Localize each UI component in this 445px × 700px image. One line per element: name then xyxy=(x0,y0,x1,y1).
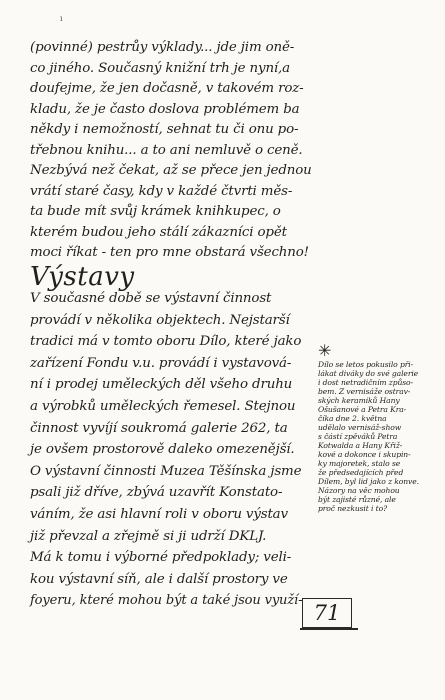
text-line: ní i prodej uměleckých děl všeho druhu xyxy=(30,377,293,393)
side-note-line: být zajisté různé, ale xyxy=(318,495,396,504)
text-line: doufejme, že jen dočasně, v takovém roz- xyxy=(30,81,304,96)
side-note-line: Dílem, byl lid jako z konve. xyxy=(318,477,419,486)
side-note-line: Ošušanové a Petra Kra- xyxy=(318,405,407,414)
text-line: kladu, že je často doslova problémem ba xyxy=(30,101,300,117)
text-line: moci říkat - ten pro mne obstará všechno! xyxy=(30,245,309,260)
text-line: kterém budou jeho stálí zákazníci opět xyxy=(30,224,287,240)
side-note-line: číka dne 2. května xyxy=(318,414,387,423)
text-line: činnost vyvíjí soukromá galerie 262, ta xyxy=(30,420,288,436)
text-line: třebnou knihu... a to ani nemluvě o ceně. xyxy=(30,142,303,158)
text-line: (povinné) pestrůy výklady... jde jim oně- xyxy=(30,40,295,55)
side-note-line: lákat diváky do své galerie xyxy=(318,369,419,378)
text-line: Nezbývá než čekat, až se přece jen jednou xyxy=(30,163,312,178)
side-note-line: Kotwalda a Hany Křiž- xyxy=(318,441,403,450)
text-line: někdy i nemožností, sehnat tu či onu po- xyxy=(30,122,299,137)
text-line: kou výstavní síň, ale i další prostory ve xyxy=(30,571,288,587)
side-note-line: Dílo se letos pokusilo při- xyxy=(318,360,414,369)
asterisk-icon: ✳ xyxy=(318,341,332,360)
text-line: V současné době se výstavní činnost xyxy=(30,291,272,306)
side-note-line: ky majoretek, stalo se xyxy=(318,459,401,468)
side-note-line: kové a dokonce i skupin- xyxy=(318,450,411,459)
text-line: psali již dříve, zbývá uzavřít Konstato- xyxy=(30,485,283,501)
page-corner-mark: ı xyxy=(60,14,63,23)
text-line: vrátí staré časy, kdy v každé čtvrti měs- xyxy=(30,183,293,199)
side-note-line: že předsedajících před xyxy=(318,468,404,477)
text-line: tradici má v tomto oboru Dílo, které jako xyxy=(30,334,302,350)
text-line: váním, že asi hlavní roli v oboru výstav xyxy=(30,507,288,522)
side-note-line: ských keramiků Hany xyxy=(318,396,400,405)
page-number: 71 xyxy=(302,598,352,628)
text-line: je ovšem prostorově daleko omezenější. xyxy=(30,442,295,458)
text-line: zařízení Fondu v.u. provádí i vystavová- xyxy=(30,355,292,371)
text-line: a výrobků uměleckých řemesel. Stejnou xyxy=(30,399,296,414)
text-line: ta bude mít svůj krámek knihkupec, o xyxy=(30,204,281,219)
side-note-line: bem. Z vernisáže ostrav- xyxy=(318,387,411,396)
text-line: provádí v několika objektech. Nejstarší xyxy=(30,312,290,328)
text-line: již převzal a zřejmě si ji udrží DKLJ. xyxy=(30,528,267,544)
text-line: co jiného. Současný knižní trh je nyní,a xyxy=(30,60,290,76)
text-line: O výstavní činnosti Muzea Těšínska jsme xyxy=(30,463,302,479)
text-line: foyeru, které mohou být a také jsou využí- xyxy=(30,593,303,609)
side-note-line: proč nezkusit i to? xyxy=(318,504,388,513)
side-note-line: Názory na věc mohou xyxy=(318,486,400,495)
side-note-line: i dost netradičním způso- xyxy=(318,378,413,387)
section-heading: Výstavy xyxy=(30,262,135,292)
page-number-underline xyxy=(300,628,358,630)
side-note-line: udělalo vernisáž-show xyxy=(318,423,402,432)
text-line: Má k tomu i výborné předpoklady; veli- xyxy=(30,550,292,566)
side-note-line: s částí zpěváků Petra xyxy=(318,432,398,441)
